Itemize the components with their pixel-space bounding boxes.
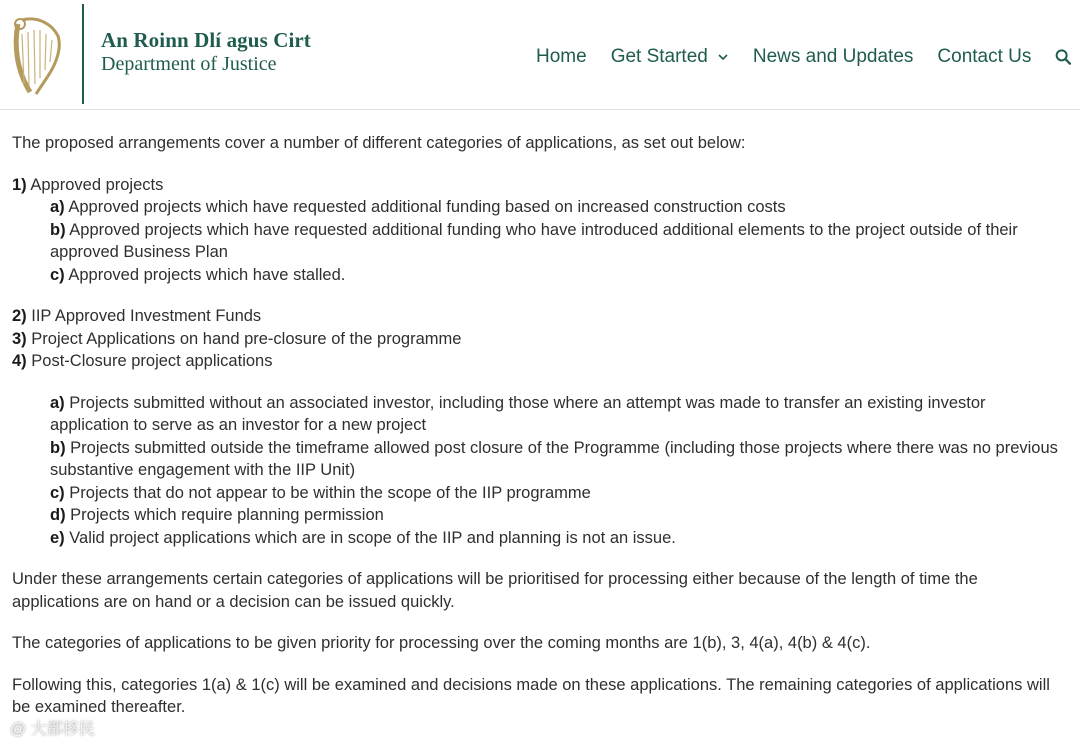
chevron-down-icon (717, 51, 729, 63)
list-item (50, 504, 1066, 527)
item-letter: b) (50, 438, 66, 457)
category-4-sublist (12, 392, 1066, 550)
category-2-number: 2) (12, 307, 27, 325)
categories-2-to-4 (12, 305, 1066, 373)
category-3-number: 3) (12, 329, 27, 348)
category-4-text: Post-Closure project applications (31, 352, 273, 370)
logo-irish-name: An Roinn Dlí agus Cirt (101, 28, 311, 52)
category-2-text: IIP Approved Investment Funds (31, 307, 262, 325)
item-text: Approved projects which have requested additional funding who have introduced additional elements to the project outside of their approved Business Plan (50, 220, 1018, 261)
item-letter: e) (50, 528, 65, 547)
nav-get-started-label: Get Started (610, 46, 708, 67)
list-item (50, 527, 1066, 550)
list-item (50, 219, 1066, 264)
search-icon[interactable] (1055, 47, 1072, 67)
category-3 (12, 328, 1066, 351)
watermark: @ 大都移民 (10, 721, 95, 738)
article-body (0, 110, 1080, 719)
item-letter: a) (50, 393, 65, 412)
main-nav (536, 44, 1072, 70)
item-text: Projects that do not appear to be within the scope of the IIP programme (69, 483, 591, 502)
harp-icon[interactable] (8, 14, 66, 98)
priority-categories-paragraph: The categories of applications to be given priority for processing over the coming months are 1(b), 3, 4(a), 4(b) & 4(c). (12, 634, 871, 652)
nav-news-and-updates[interactable]: News and Updates (752, 46, 914, 67)
item-text: Projects which require planning permission (70, 506, 384, 524)
item-letter: c) (50, 483, 65, 502)
item-letter: b) (50, 220, 66, 239)
nav-contact-us[interactable]: Contact Us (937, 46, 1032, 67)
list-item (50, 437, 1066, 482)
category-1-number: 1) (12, 175, 27, 194)
category-1 (12, 174, 1066, 197)
item-letter: c) (50, 265, 65, 284)
item-letter: d) (50, 506, 66, 524)
site-header (0, 0, 1080, 110)
list-item (50, 392, 1066, 437)
item-letter: a) (50, 198, 65, 216)
category-3-text: Project Applications on hand pre-closure of the programme (31, 329, 462, 348)
logo-english-name: Department of Justice (101, 53, 277, 75)
nav-home[interactable]: Home (536, 46, 587, 67)
department-logo[interactable] (101, 30, 311, 74)
item-text: Approved projects which have stalled. (68, 265, 346, 284)
item-text: Valid project applications which are in scope of the IIP and planning is not an issue. (69, 528, 676, 547)
item-text: Projects submitted without an associated investor, including those where an attempt was made to transfer an existing investor application to serve as an investor for a new project (50, 393, 986, 434)
following-paragraph: Following this, categories 1(a) & 1(c) will be examined and decisions made on these applications. The remaining categories of applications will be examined thereafter. (12, 675, 1050, 716)
prioritisation-paragraph: Under these arrangements certain categories of applications will be prioritised for processing either because of the length of time the applications are on hand or a decision can be issued quickly. (12, 570, 978, 611)
list-item (50, 264, 1066, 287)
nav-get-started[interactable] (611, 46, 729, 68)
intro-paragraph: The proposed arrangements cover a number of different categories of applications, as set out below: (12, 134, 746, 152)
category-4 (12, 350, 1066, 373)
category-1-sublist (12, 196, 1066, 286)
category-4-number: 4) (12, 352, 27, 370)
list-item (50, 196, 1066, 219)
item-text: Projects submitted outside the timeframe allowed post closure of the Programme (including those projects where there was no previous substantive engagement with the IIP Unit) (50, 438, 1058, 479)
item-text: Approved projects which have requested additional funding based on increased construction costs (68, 198, 786, 216)
list-item (50, 482, 1066, 505)
logo-divider (82, 4, 84, 104)
category-2 (12, 305, 1066, 328)
category-1-text: Approved projects (30, 175, 164, 194)
